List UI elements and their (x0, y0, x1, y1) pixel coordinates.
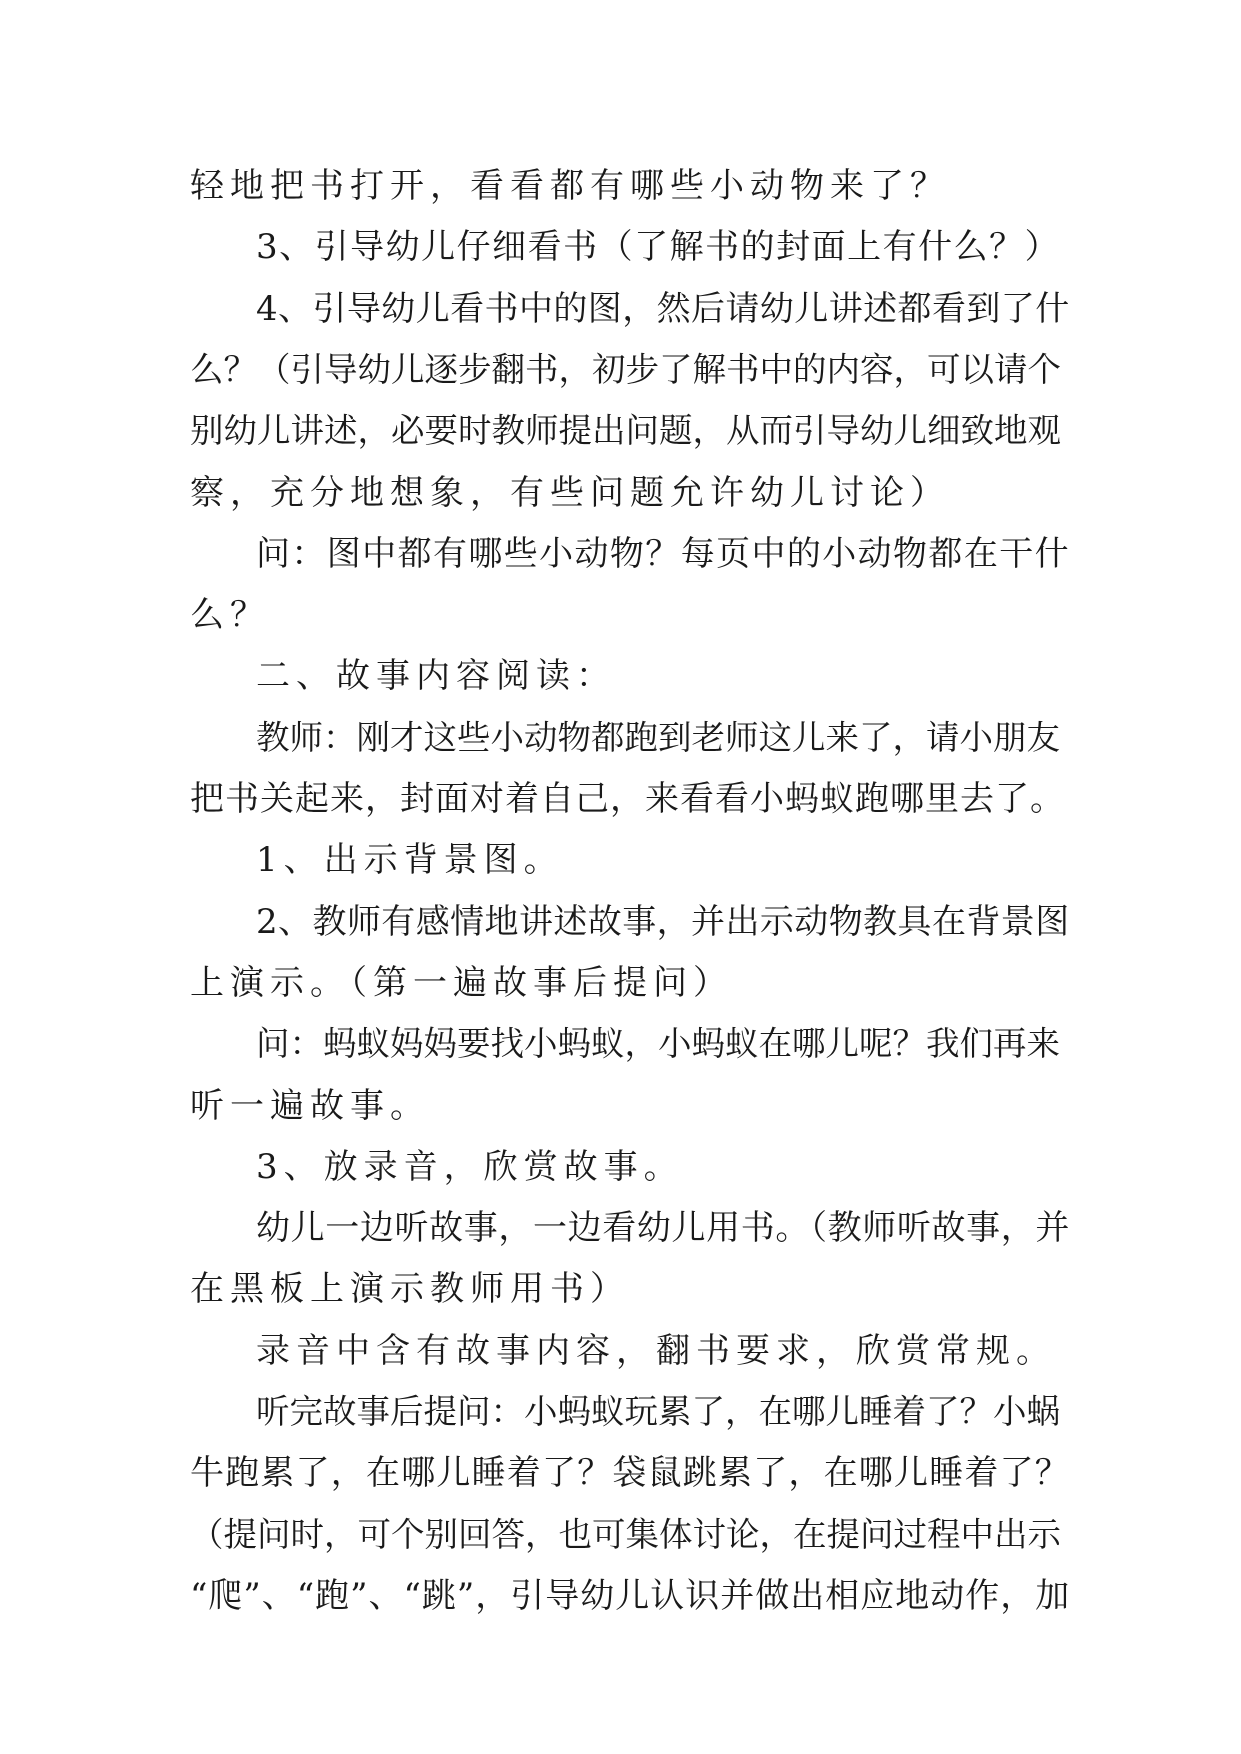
text-line: 察，充分地想象，有些问题允许幼儿讨论） (190, 472, 950, 513)
paragraph-first-line: 听完故事后提问：小蚂蚁玩累了，在哪儿睡着了？小蜗 (256, 1392, 1060, 1431)
paragraph-first-line: 教师：刚才这些小动物都跑到老师这儿来了，请小朋友 (256, 717, 1060, 757)
paragraph-first-line: 3、引导幼儿仔细看书（了解书的封面上有什么？） (256, 227, 1061, 268)
text-line: 牛跑累了，在哪儿睡着了？袋鼠跳累了，在哪儿睡着了？ (190, 1453, 1070, 1494)
text-line: 把书关起来，封面对着自己，来看看小蚂蚁跑哪里去了。 (190, 779, 1065, 819)
paragraph-first-line: 4、引导幼儿看书中的图，然后请幼儿讲述都看到了什 (256, 288, 1070, 329)
text-line: （提问时，可个别回答，也可集体讨论，在提问过程中出示 (190, 1514, 1061, 1554)
paragraph-first-line: 1、出示背景图。 (256, 840, 564, 881)
text-line: 上演示。（第一遍故事后提问） (190, 962, 733, 1003)
paragraph-first-line: 录音中含有故事内容，翻书要求，欣赏常规。 (256, 1330, 1056, 1371)
paragraph-first-line: 3、放录音，欣赏故事。 (256, 1146, 684, 1187)
paragraph-first-line: 二、故事内容阅读： (256, 656, 616, 697)
text-line: 轻地把书打开，看看都有哪些小动物来了？ (190, 166, 950, 206)
paragraph-first-line: 问：图中都有哪些小动物？每页中的小动物都在干什 (256, 533, 1070, 574)
text-line: “爬”、“跑”、“跳”，引导幼儿认识并做出相应地动作，加 (190, 1575, 1071, 1616)
text-line: 听一遍故事。 (190, 1085, 430, 1126)
text-line: 在黑板上演示教师用书） (190, 1269, 630, 1310)
text-line: 么？（引导幼儿逐步翻书，初步了解书中的内容，可以请个 (190, 349, 1061, 389)
paragraph-first-line: 问：蚂蚁妈妈要找小蚂蚁，小蚂蚁在哪儿呢？我们再来 (256, 1024, 1060, 1064)
text-line: 别幼儿讲述，必要时教师提出问题，从而引导幼儿细致地观 (190, 411, 1061, 451)
paragraph-first-line: 2、教师有感情地讲述故事，并出示动物教具在背景图 (256, 901, 1070, 942)
paragraph-first-line: 幼儿一边听故事，一边看幼儿用书。（教师听故事，并 (256, 1208, 1070, 1249)
text-line: 么？ (190, 595, 270, 636)
